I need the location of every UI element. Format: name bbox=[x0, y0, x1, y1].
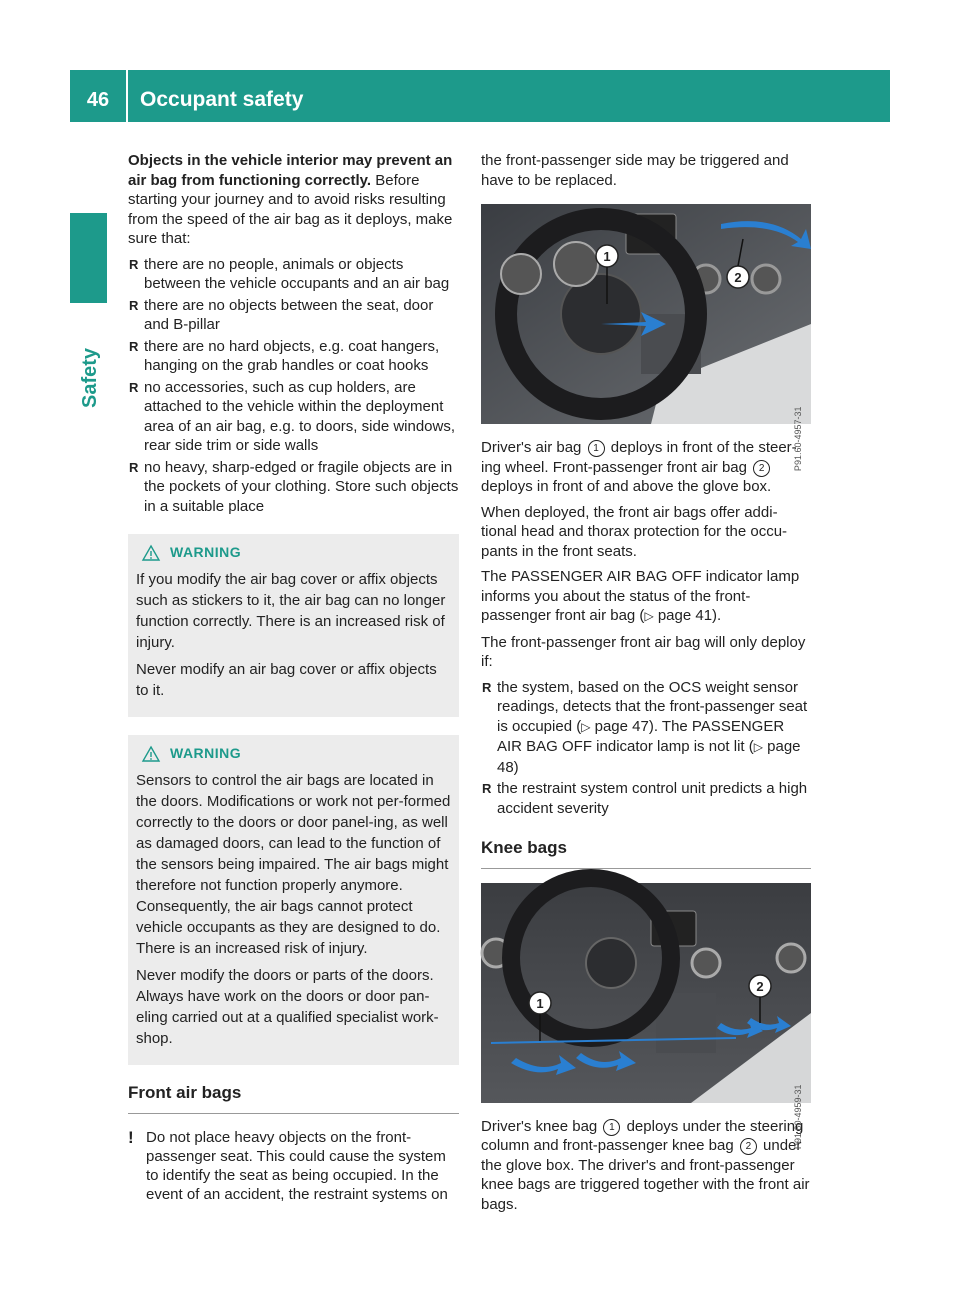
intro-bold: Objects in the vehicle interior may prevent an air bag from functioning correctly. bbox=[128, 152, 453, 189]
text: Driver's air bag bbox=[481, 439, 586, 456]
knee-bag-paragraph bbox=[481, 1117, 811, 1215]
text: page 48) bbox=[497, 738, 801, 776]
list-item: R there are no people, animals or objects between the vehicle occupants and an air bag bbox=[128, 255, 459, 294]
warning-text: Never modify an air bag cover or affix objects to it. bbox=[136, 661, 437, 699]
warning-triangle-icon bbox=[142, 746, 160, 762]
warning-triangle-icon bbox=[142, 545, 160, 561]
driver-air-bag-paragraph bbox=[481, 438, 811, 497]
section-heading-front-air-bags: Front air bags bbox=[128, 1083, 459, 1114]
list-item: R there are no objects between the seat, door and B-pillar bbox=[128, 296, 459, 335]
section-tab bbox=[70, 213, 107, 303]
deployed-paragraph: When deployed, the front air bags offer addi-tional head and thorax protection for the occu-pants in the front seats. bbox=[481, 503, 788, 560]
warning-text: If you modify the air bag cover or affix objects such as stickers to it, the air bag can no longer function correctly. There is an increased risk of injury. bbox=[136, 571, 446, 651]
page-ref-arrow-icon: ▷ bbox=[644, 609, 654, 623]
page-ref-arrow-icon: ▷ bbox=[753, 740, 763, 754]
warning-header bbox=[142, 542, 451, 563]
section-label: Safety bbox=[79, 347, 101, 408]
callout-2-icon: 2 bbox=[753, 460, 770, 477]
warning-header bbox=[142, 743, 451, 764]
callout-1: 1 bbox=[603, 249, 611, 264]
indicator-paragraph bbox=[481, 567, 811, 627]
note bbox=[128, 1128, 459, 1204]
page-ref-arrow-icon: ▷ bbox=[581, 719, 591, 734]
page-number: 46 bbox=[86, 89, 110, 111]
warning-text: Sensors to control the air bags are located in the doors. Modifications or work not per-formed correctly to the doors or door panel-ing, as well as damaged doors, can lead to the function of the sensors being impaired. The air bags might therefore not function properly anymore. Consequently, the air bags cannot protect vehicle occupants as they are designed to do. There is an increased risk of injury. bbox=[136, 772, 451, 957]
knee-bag-illustration bbox=[481, 883, 811, 1103]
left-column bbox=[128, 151, 459, 1204]
deploy-conditions-list bbox=[481, 678, 811, 819]
callout-2-icon: 2 bbox=[740, 1138, 757, 1155]
right-column bbox=[481, 151, 811, 1220]
list-item: R no heavy, sharp-edged or fragile objects are in the pockets of your clothing. Store such objects in a suitable place bbox=[128, 458, 459, 517]
list-item: R there are no hard objects, e.g. coat hangers, hanging on the grab handles or coat hooks bbox=[128, 337, 459, 376]
callout-1-icon: 1 bbox=[588, 440, 605, 457]
warning-box-2 bbox=[128, 735, 459, 1065]
front-air-bag-illustration bbox=[481, 204, 811, 424]
section-heading-knee-bags: Knee bags bbox=[481, 838, 811, 869]
text: deploys in front of and above the glove box. bbox=[481, 478, 772, 495]
page-title: Occupant safety bbox=[140, 88, 304, 111]
callout-2: 2 bbox=[734, 270, 742, 285]
list-item: R the restraint system control unit predicts a high accident severity bbox=[481, 779, 811, 818]
warning-title: WARNING bbox=[170, 544, 242, 560]
text: under the glove box. The driver's and front-passenger knee bags are triggered together with the front air bags. bbox=[481, 1137, 810, 1213]
text: the system, based on the OCS weight sensor readings, detects that the front-passenger seat is occupied ( bbox=[497, 678, 808, 735]
text: page 47). The PASSENGER AIR BAG OFF indicator lamp is not lit ( bbox=[497, 717, 785, 755]
note-icon: ! bbox=[128, 1127, 134, 1147]
list-item: R no accessories, such as cup holders, are attached to the vehicle within the deployment area of an air bag, e.g. to doors, side windows, rear side trim or side walls bbox=[128, 378, 459, 456]
intro-paragraph bbox=[128, 151, 459, 249]
deploy-conditions-paragraph: The front-passenger front air bag will only deploy if: bbox=[481, 633, 806, 670]
text: The PASSENGER AIR BAG OFF indicator lamp informs you about the status of the front-passenger front air bag ( bbox=[481, 568, 800, 624]
figure-code: P91.60-4959-31 bbox=[793, 1084, 804, 1150]
note-text: Do not place heavy objects on the front-passenger seat. This could cause the system to identify the seat as being occupied. In the event of an accident, the restraint systems on bbox=[146, 1128, 448, 1203]
warning-box-1 bbox=[128, 534, 459, 717]
continuation-paragraph: the front-passenger side may be triggered and have to be replaced. bbox=[481, 152, 789, 189]
callout-2: 2 bbox=[756, 978, 764, 994]
callout-1-icon: 1 bbox=[603, 1119, 620, 1136]
text: Driver's knee bag bbox=[481, 1117, 602, 1135]
text: deploys under the steering column and front-passenger knee bag bbox=[481, 1117, 804, 1154]
precaution-list bbox=[128, 255, 459, 517]
intro-rest: Before starting your journey and to avoid risks resulting from the speed of the air bag as it deploys, make sure that: bbox=[128, 171, 453, 247]
text: page 41). bbox=[653, 607, 722, 624]
text: deploys in front of the steer-ing wheel. Front-passenger front air bag bbox=[481, 439, 797, 476]
callout-1: 1 bbox=[536, 995, 544, 1011]
figure-code: P91.60-4957-31 bbox=[793, 406, 804, 471]
warning-title: WARNING bbox=[170, 745, 242, 761]
warning-text: Never modify the doors or parts of the doors. Always have work on the doors or door pan-eling carried out at a qualified specialist work-shop. bbox=[136, 967, 439, 1047]
header-divider bbox=[126, 70, 128, 122]
list-item bbox=[481, 678, 811, 778]
